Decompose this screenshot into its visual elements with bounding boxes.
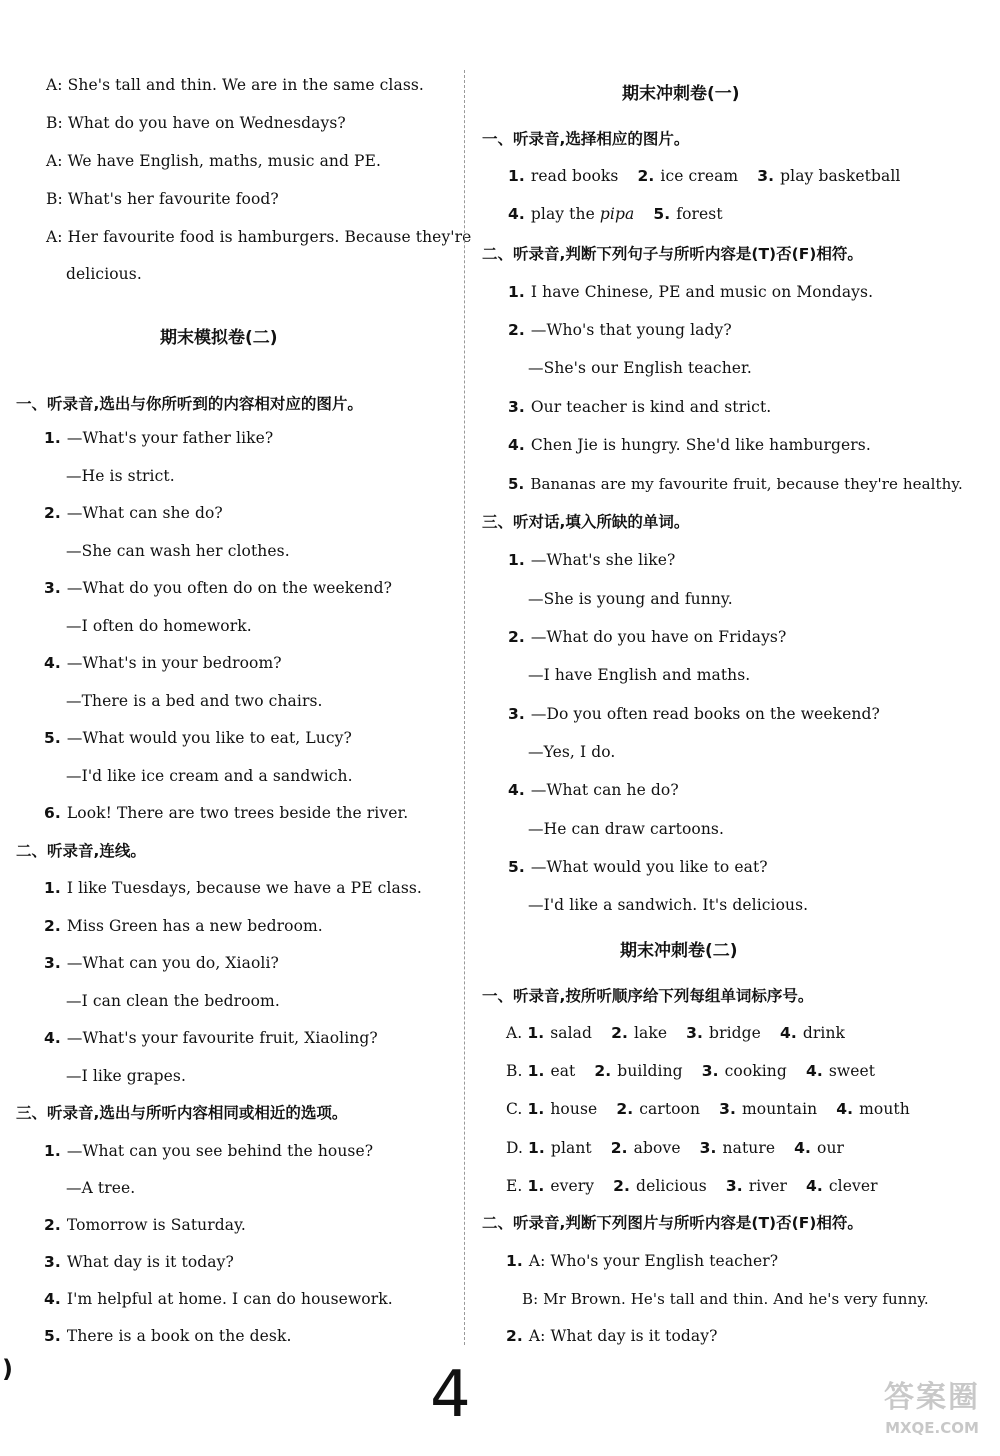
question-line: 4. —What can he do? bbox=[508, 781, 679, 799]
answer-line: —I like grapes. bbox=[66, 1067, 187, 1085]
item-row: 1. read books 2. ice cream 3. play basketball bbox=[508, 167, 901, 185]
item-row: 4. play the pipa 5. forest bbox=[508, 205, 723, 223]
handwritten-page-number: 4 bbox=[430, 1358, 471, 1432]
section-heading: 三、听对话,填入所缺的单词。 bbox=[482, 513, 690, 531]
answer-line: B: Mr Brown. He's tall and thin. And he's very funny. bbox=[522, 1290, 929, 1308]
question-line: 6. Look! There are two trees beside the river. bbox=[44, 804, 409, 822]
watermark-logo bbox=[872, 1378, 992, 1448]
word-group-row: C. 1. house 2. cartoon 3. mountain 4. mouth bbox=[506, 1100, 910, 1118]
question-line: 5. —What would you like to eat? bbox=[508, 858, 768, 876]
word-group-row: B. 1. eat 2. building 3. cooking 4. sweet bbox=[506, 1062, 876, 1080]
answer-line: —She is young and funny. bbox=[528, 590, 733, 608]
question-line: 3. —What can you do, Xiaoli? bbox=[44, 954, 279, 972]
question-line: 4. —What's your favourite fruit, Xiaoling? bbox=[44, 1029, 378, 1047]
question-line: 3. —What do you often do on the weekend? bbox=[44, 579, 393, 597]
question-line: 1. I like Tuesdays, because we have a PE class. bbox=[44, 879, 422, 897]
intro-line: B: What do you have on Wednesdays? bbox=[46, 114, 346, 132]
question-line: 4. —What's in your bedroom? bbox=[44, 654, 282, 672]
intro-line: A: We have English, maths, music and PE. bbox=[46, 152, 382, 170]
intro-line: A: Her favourite food is hamburgers. Because they're bbox=[46, 228, 472, 246]
question-line: 1. —What can you see behind the house? bbox=[44, 1142, 374, 1160]
question-line: 3. Our teacher is kind and strict. bbox=[508, 398, 772, 416]
watermark-url: MXQE.COM bbox=[885, 1419, 979, 1437]
section-heading: 一、听录音,选出与你所听到的内容相对应的图片。 bbox=[16, 395, 363, 413]
word-group-row: A. 1. salad 2. lake 3. bridge 4. drink bbox=[506, 1024, 846, 1042]
section-heading: 二、听录音,判断下列句子与所听内容是(T)否(F)相符。 bbox=[482, 245, 863, 263]
question-line: 4. I'm helpful at home. I can do housework. bbox=[44, 1290, 393, 1308]
page-title: 期末冲刺卷(二) bbox=[620, 941, 738, 961]
answer-line: —I have English and maths. bbox=[528, 666, 751, 684]
intro-line: B: What's her favourite food? bbox=[46, 190, 279, 208]
question-line: 1. I have Chinese, PE and music on Mondays. bbox=[508, 283, 874, 301]
question-line: 1. —What's she like? bbox=[508, 551, 676, 569]
answer-line: —He is strict. bbox=[66, 467, 175, 485]
question-line: 5. There is a book on the desk. bbox=[44, 1327, 292, 1345]
question-line: 1. —What's your father like? bbox=[44, 429, 274, 447]
question-line: 5. —What would you like to eat, Lucy? bbox=[44, 729, 352, 747]
watermark-text: 答案圈 bbox=[884, 1380, 980, 1415]
question-line: 2. Miss Green has a new bedroom. bbox=[44, 917, 323, 935]
word-group-row: D. 1. plant 2. above 3. nature 4. our bbox=[506, 1139, 845, 1157]
section-heading: 一、听录音,按所听顺序给下列每组单词标序号。 bbox=[482, 987, 814, 1005]
section-heading: 三、听录音,选出与所听内容相同或相近的选项。 bbox=[16, 1104, 348, 1122]
intro-line: A: She's tall and thin. We are in the same class. bbox=[46, 76, 424, 94]
question-line: 2. A: What day is it today? bbox=[506, 1327, 718, 1345]
answer-line: —Yes, I do. bbox=[528, 743, 616, 761]
answer-line: —There is a bed and two chairs. bbox=[66, 692, 323, 710]
page-title: 期末冲刺卷(一) bbox=[622, 84, 740, 104]
answer-line: —I often do homework. bbox=[66, 617, 252, 635]
answer-line: —I'd like a sandwich. It's delicious. bbox=[528, 896, 809, 914]
question-line: 5. Bananas are my favourite fruit, because they're healthy. bbox=[508, 475, 963, 493]
answer-line: —She's our English teacher. bbox=[528, 359, 752, 377]
question-line: 3. What day is it today? bbox=[44, 1253, 234, 1271]
section-heading: 二、听录音,连线。 bbox=[16, 842, 146, 860]
question-line: 1. A: Who's your English teacher? bbox=[506, 1252, 779, 1270]
question-line: 2. —What can she do? bbox=[44, 504, 223, 522]
question-line: 2. —What do you have on Fridays? bbox=[508, 628, 787, 646]
question-line: 2. —Who's that young lady? bbox=[508, 321, 732, 339]
column-divider bbox=[464, 70, 465, 1345]
section-heading: 一、听录音,选择相应的图片。 bbox=[482, 130, 690, 148]
answer-line: —He can draw cartoons. bbox=[528, 820, 725, 838]
answer-line: —She can wash her clothes. bbox=[66, 542, 290, 560]
question-line: 3. —Do you often read books on the weekend? bbox=[508, 705, 880, 723]
answer-line: —A tree. bbox=[66, 1179, 136, 1197]
edge-mark: ) bbox=[2, 1355, 13, 1383]
question-line: 4. Chen Jie is hungry. She'd like hamburgers. bbox=[508, 436, 871, 454]
word-group-row: E. 1. every 2. delicious 3. river 4. clever bbox=[506, 1177, 878, 1195]
answer-line: —I can clean the bedroom. bbox=[66, 992, 280, 1010]
answer-line: —I'd like ice cream and a sandwich. bbox=[66, 767, 353, 785]
page-title: 期末模拟卷(二) bbox=[160, 328, 278, 348]
section-heading: 二、听录音,判断下列图片与所听内容是(T)否(F)相符。 bbox=[482, 1214, 863, 1232]
intro-line: delicious. bbox=[66, 265, 142, 283]
question-line: 2. Tomorrow is Saturday. bbox=[44, 1216, 246, 1234]
